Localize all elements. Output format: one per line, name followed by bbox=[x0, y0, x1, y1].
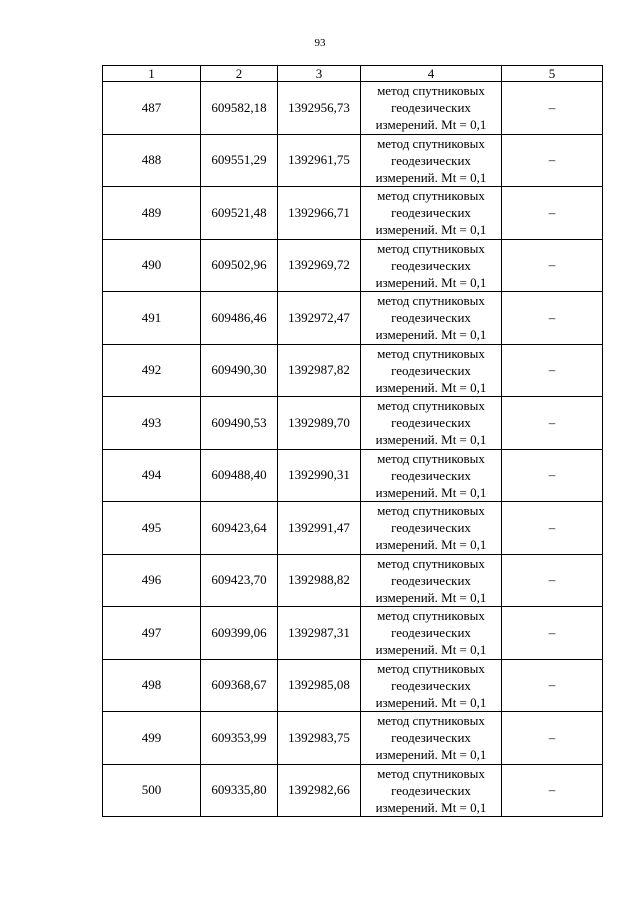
method-line-1: метод спутниковых bbox=[377, 503, 485, 519]
y-coordinate-cell: 1392969,72 bbox=[278, 239, 361, 292]
table-row bbox=[103, 397, 603, 450]
method-cell bbox=[361, 607, 502, 660]
table-row bbox=[103, 82, 603, 135]
description-cell: – bbox=[502, 764, 603, 817]
y-coordinate-cell: 1392966,71 bbox=[278, 187, 361, 240]
method-line-3: измерений. Mt = 0,1 bbox=[375, 589, 487, 605]
method-cell bbox=[361, 502, 502, 555]
point-number-cell: 487 bbox=[103, 82, 201, 135]
method-cell bbox=[361, 187, 502, 240]
method-line-1: метод спутниковых bbox=[377, 765, 485, 781]
method-line-2: геодезических bbox=[391, 257, 471, 273]
method-line-1: метод спутниковых bbox=[377, 188, 485, 204]
method-line-1: метод спутниковых bbox=[377, 135, 485, 151]
table-row bbox=[103, 187, 603, 240]
table-row bbox=[103, 502, 603, 555]
x-coordinate-cell: 609551,29 bbox=[201, 134, 278, 187]
method-line-3: измерений. Mt = 0,1 bbox=[375, 432, 487, 448]
method-line-2: геодезических bbox=[391, 730, 471, 746]
method-line-2: геодезических bbox=[391, 310, 471, 326]
table-row bbox=[103, 292, 603, 345]
point-number-cell: 489 bbox=[103, 187, 201, 240]
x-coordinate-cell: 609353,99 bbox=[201, 712, 278, 765]
y-coordinate-cell: 1392987,82 bbox=[278, 344, 361, 397]
point-number-cell: 494 bbox=[103, 449, 201, 502]
method-line-2: геодезических bbox=[391, 520, 471, 536]
point-number-cell: 488 bbox=[103, 134, 201, 187]
method-line-1: метод спутниковых bbox=[377, 345, 485, 361]
x-coordinate-cell: 609423,64 bbox=[201, 502, 278, 555]
header-col-4: 4 bbox=[361, 66, 502, 82]
y-coordinate-cell: 1392989,70 bbox=[278, 397, 361, 450]
method-cell bbox=[361, 764, 502, 817]
description-cell: – bbox=[502, 187, 603, 240]
method-line-3: измерений. Mt = 0,1 bbox=[375, 117, 487, 133]
method-line-2: геодезических bbox=[391, 625, 471, 641]
method-line-1: метод спутниковых bbox=[377, 608, 485, 624]
x-coordinate-cell: 609502,96 bbox=[201, 239, 278, 292]
header-row bbox=[103, 66, 603, 82]
method-line-1: метод спутниковых bbox=[377, 713, 485, 729]
method-line-1: метод спутниковых bbox=[377, 660, 485, 676]
description-cell: – bbox=[502, 344, 603, 397]
method-line-3: измерений. Mt = 0,1 bbox=[375, 642, 487, 658]
method-line-3: измерений. Mt = 0,1 bbox=[375, 274, 487, 290]
method-line-2: геодезических bbox=[391, 100, 471, 116]
method-line-3: измерений. Mt = 0,1 bbox=[375, 537, 487, 553]
x-coordinate-cell: 609490,53 bbox=[201, 397, 278, 450]
method-line-2: геодезических bbox=[391, 572, 471, 588]
table-row bbox=[103, 134, 603, 187]
method-line-2: геодезических bbox=[391, 467, 471, 483]
y-coordinate-cell: 1392972,47 bbox=[278, 292, 361, 345]
description-cell: – bbox=[502, 712, 603, 765]
method-line-2: геодезических bbox=[391, 415, 471, 431]
method-line-3: измерений. Mt = 0,1 bbox=[375, 222, 487, 238]
header-col-3: 3 bbox=[278, 66, 361, 82]
point-number-cell: 490 bbox=[103, 239, 201, 292]
x-coordinate-cell: 609423,70 bbox=[201, 554, 278, 607]
method-cell bbox=[361, 659, 502, 712]
y-coordinate-cell: 1392988,82 bbox=[278, 554, 361, 607]
x-coordinate-cell: 609368,67 bbox=[201, 659, 278, 712]
method-line-2: геодезических bbox=[391, 677, 471, 693]
method-line-3: измерений. Mt = 0,1 bbox=[375, 484, 487, 500]
x-coordinate-cell: 609399,06 bbox=[201, 607, 278, 660]
y-coordinate-cell: 1392985,08 bbox=[278, 659, 361, 712]
header-col-5: 5 bbox=[502, 66, 603, 82]
y-coordinate-cell: 1392991,47 bbox=[278, 502, 361, 555]
method-line-3: измерений. Mt = 0,1 bbox=[375, 327, 487, 343]
table-row bbox=[103, 239, 603, 292]
method-line-1: метод спутниковых bbox=[377, 450, 485, 466]
method-cell bbox=[361, 134, 502, 187]
table-row bbox=[103, 607, 603, 660]
y-coordinate-cell: 1392987,31 bbox=[278, 607, 361, 660]
method-cell bbox=[361, 449, 502, 502]
method-cell bbox=[361, 554, 502, 607]
point-number-cell: 492 bbox=[103, 344, 201, 397]
method-cell bbox=[361, 712, 502, 765]
method-line-3: измерений. Mt = 0,1 bbox=[375, 694, 487, 710]
table-row bbox=[103, 554, 603, 607]
point-number-cell: 500 bbox=[103, 764, 201, 817]
y-coordinate-cell: 1392982,66 bbox=[278, 764, 361, 817]
x-coordinate-cell: 609582,18 bbox=[201, 82, 278, 135]
method-cell bbox=[361, 239, 502, 292]
x-coordinate-cell: 609490,30 bbox=[201, 344, 278, 397]
method-line-1: метод спутниковых bbox=[377, 555, 485, 571]
table-header bbox=[103, 66, 603, 82]
method-line-3: измерений. Mt = 0,1 bbox=[375, 799, 487, 815]
y-coordinate-cell: 1392956,73 bbox=[278, 82, 361, 135]
method-line-2: геодезических bbox=[391, 782, 471, 798]
method-line-3: измерений. Mt = 0,1 bbox=[375, 747, 487, 763]
method-cell bbox=[361, 82, 502, 135]
description-cell: – bbox=[502, 239, 603, 292]
y-coordinate-cell: 1392990,31 bbox=[278, 449, 361, 502]
method-line-1: метод спутниковых bbox=[377, 83, 485, 99]
method-line-2: геодезических bbox=[391, 152, 471, 168]
method-line-2: геодезических bbox=[391, 362, 471, 378]
header-col-2: 2 bbox=[201, 66, 278, 82]
table-body bbox=[103, 82, 603, 817]
point-number-cell: 493 bbox=[103, 397, 201, 450]
y-coordinate-cell: 1392961,75 bbox=[278, 134, 361, 187]
point-number-cell: 496 bbox=[103, 554, 201, 607]
method-line-3: измерений. Mt = 0,1 bbox=[375, 169, 487, 185]
point-number-cell: 491 bbox=[103, 292, 201, 345]
table-row bbox=[103, 659, 603, 712]
x-coordinate-cell: 609335,80 bbox=[201, 764, 278, 817]
table-row bbox=[103, 764, 603, 817]
table-row bbox=[103, 712, 603, 765]
coordinates-table bbox=[102, 65, 603, 817]
description-cell: – bbox=[502, 659, 603, 712]
table-row bbox=[103, 344, 603, 397]
x-coordinate-cell: 609521,48 bbox=[201, 187, 278, 240]
method-line-1: метод спутниковых bbox=[377, 293, 485, 309]
description-cell: – bbox=[502, 554, 603, 607]
y-coordinate-cell: 1392983,75 bbox=[278, 712, 361, 765]
description-cell: – bbox=[502, 607, 603, 660]
table-row bbox=[103, 449, 603, 502]
description-cell: – bbox=[502, 134, 603, 187]
page-number: 93 bbox=[314, 37, 326, 49]
point-number-cell: 497 bbox=[103, 607, 201, 660]
method-line-1: метод спутниковых bbox=[377, 398, 485, 414]
description-cell: – bbox=[502, 449, 603, 502]
method-line-2: геодезических bbox=[391, 205, 471, 221]
method-cell bbox=[361, 292, 502, 345]
point-number-cell: 499 bbox=[103, 712, 201, 765]
method-cell bbox=[361, 397, 502, 450]
point-number-cell: 498 bbox=[103, 659, 201, 712]
method-line-3: измерений. Mt = 0,1 bbox=[375, 379, 487, 395]
x-coordinate-cell: 609486,46 bbox=[201, 292, 278, 345]
point-number-cell: 495 bbox=[103, 502, 201, 555]
method-cell bbox=[361, 344, 502, 397]
method-line-1: метод спутниковых bbox=[377, 240, 485, 256]
description-cell: – bbox=[502, 82, 603, 135]
header-col-1: 1 bbox=[103, 66, 201, 82]
description-cell: – bbox=[502, 502, 603, 555]
description-cell: – bbox=[502, 292, 603, 345]
description-cell: – bbox=[502, 397, 603, 450]
x-coordinate-cell: 609488,40 bbox=[201, 449, 278, 502]
